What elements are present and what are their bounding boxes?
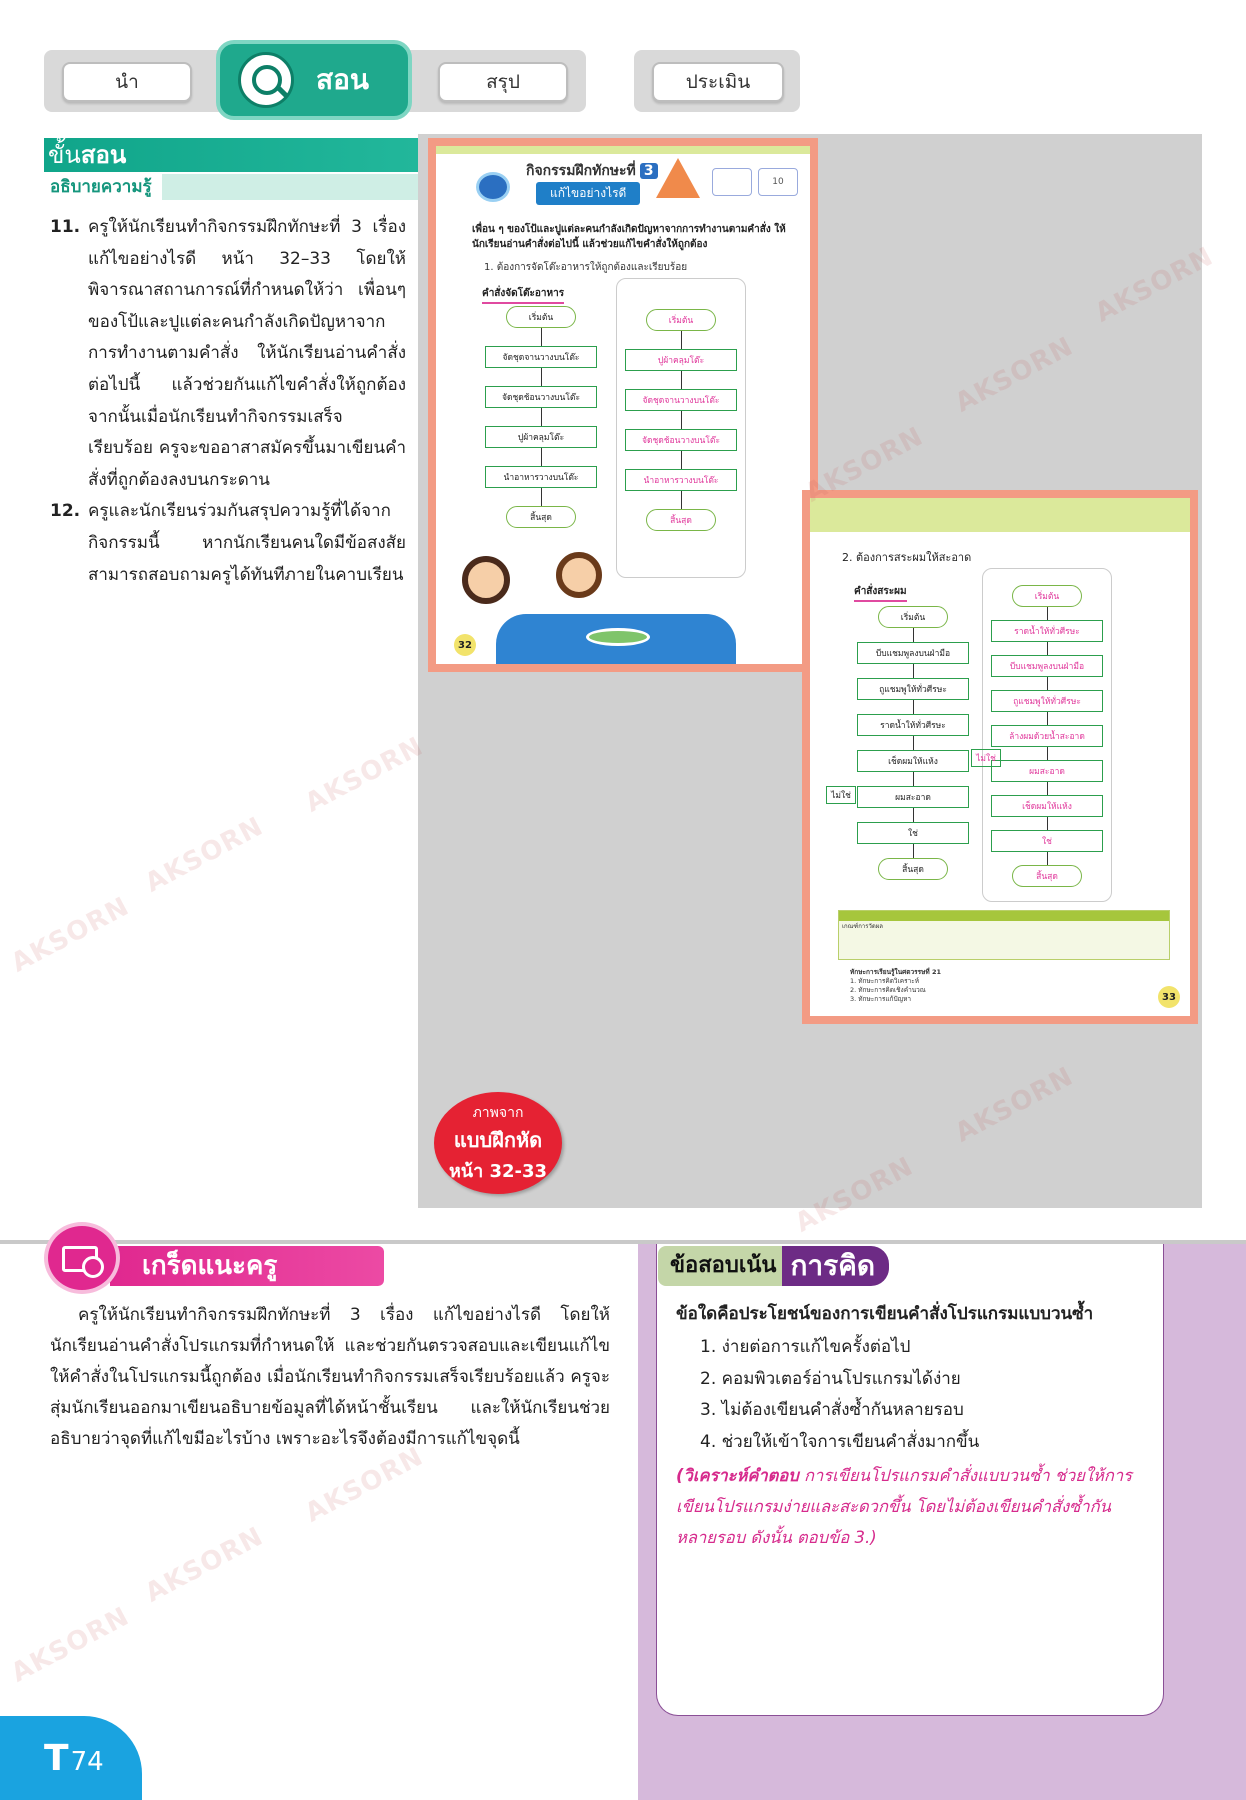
flow-step: เช็ดผมให้แห้ง xyxy=(991,795,1103,817)
exam-tag: ข้อสอบเน้น การคิด xyxy=(658,1246,889,1286)
exam-question: ข้อใดคือประโยชน์ของการเขียนคำสั่งโปรแกรมแบบวนซ้ำ xyxy=(676,1304,1094,1324)
flow-step: บีบแชมพูลงบนฝ่ามือ xyxy=(991,655,1103,677)
q2-left-flowchart xyxy=(831,606,978,906)
flow-step: ปูผ้าคลุมโต๊ะ xyxy=(625,349,737,371)
page-number: T 74 xyxy=(0,1716,142,1800)
exam-option: 4. ช่วยให้เข้าใจการเขียนคำสั่งมากขึ้น xyxy=(700,1431,980,1452)
flow-terminal: สิ้นสุด xyxy=(506,506,576,528)
flow-step: นำอาหารวางบนโต๊ะ xyxy=(485,466,597,488)
steps-list xyxy=(50,212,406,591)
tab-teach[interactable] xyxy=(216,40,412,120)
flow-step: ถูแชมพูให้ทั่วศีรษะ xyxy=(991,690,1103,712)
watermark: AKSORN xyxy=(6,1601,135,1689)
flow-arrow xyxy=(1047,677,1048,690)
full-score-box: 10 xyxy=(758,168,798,196)
flow-arrow xyxy=(913,736,914,750)
flow-arrow xyxy=(913,772,914,786)
flow-arrow xyxy=(1047,607,1048,620)
page-number-33: 33 xyxy=(1158,986,1180,1008)
exam-option: 2. คอมพิวเตอร์อ่านโปรแกรมได้ง่าย xyxy=(700,1368,961,1389)
flow-arrow xyxy=(913,808,914,822)
flow-arrow xyxy=(541,448,542,466)
tab-teach-label: สอน xyxy=(316,63,370,96)
pyramid-icon xyxy=(656,158,700,198)
flow-terminal: เริ่มต้น xyxy=(506,306,576,328)
q2-left-heading: คำสั่งสระผม xyxy=(854,584,907,602)
flow-arrow xyxy=(1047,852,1048,865)
flow-arrow xyxy=(681,331,682,349)
flow-step: บีบแชมพูลงบนฝ่ามือ xyxy=(857,642,969,664)
flow-step: จัดชุดช้อนวางบนโต๊ะ xyxy=(485,386,597,408)
flow-step: ใช่ xyxy=(991,830,1103,852)
workbook-page-33 xyxy=(802,490,1198,1024)
subheading: อธิบายความรู้ xyxy=(44,174,162,200)
flow-step: ราดน้ำให้ทั่วศีรษะ xyxy=(857,714,969,736)
workbook-source-badge: ภาพจาก แบบฝึกหัด หน้า 32-33 xyxy=(434,1092,562,1194)
watermark: AKSORN xyxy=(140,1521,269,1609)
score-box xyxy=(712,168,752,196)
flow-step: ใช่ xyxy=(857,822,969,844)
watermark: AKSORN xyxy=(140,811,269,899)
teacher-tip-body: ครูให้นักเรียนทำกิจกรรมฝึกทักษะที่ 3 เรื่อง แก้ไขอย่างไรดี โดยให้นักเรียนอ่านคำสั่งโปรแกรมที่กำหนดให้ และช่วยกันตรวจสอบและเขียนแก้ไขให้คำสั่งในโปรแกรมนี้ถูกต้อง เมื่อนักเรียนทำกิจกรรมเสร็จเรียบร้อยแล้ว ครูจะสุ่มนักเรียนออกมาเขียนอธิบายข้อมูลที่ได้หน้าชั้นเรียน และให้นักเรียนช่วยอธิบายว่าจุดที่แก้ไขมีอะไรบ้าง เพราะอะไรจึงต้องมีการแก้ไขจุดนี้ xyxy=(50,1305,610,1449)
flow-arrow xyxy=(681,491,682,509)
flow-step: ผมสะอาด xyxy=(857,786,969,808)
workbook-page-32 xyxy=(428,138,818,672)
page-number-32: 32 xyxy=(454,634,476,656)
flow-step: ถูแชมพูให้ทั่วศีรษะ xyxy=(857,678,969,700)
flow-arrow xyxy=(681,411,682,429)
flow-step: จัดชุดจานวางบนโต๊ะ xyxy=(625,389,737,411)
flow-arrow xyxy=(913,628,914,642)
step-heading: ขั้นสอน xyxy=(44,138,418,172)
flow-step: จัดชุดจานวางบนโต๊ะ xyxy=(485,346,597,368)
flow-step: จัดชุดช้อนวางบนโต๊ะ xyxy=(625,429,737,451)
boy-illustration xyxy=(556,552,602,598)
flow-step: ล้างผมด้วยน้ำสะอาด xyxy=(991,725,1103,747)
flow-step: นำอาหารวางบนโต๊ะ xyxy=(625,469,737,491)
exam-option: 3. ไม่ต้องเขียนคำสั่งซ้ำกันหลายรอบ xyxy=(700,1400,964,1420)
flow-arrow xyxy=(913,700,914,714)
flow-arrow xyxy=(541,408,542,426)
q1-right-flowchart xyxy=(616,278,746,578)
flow-terminal: สิ้นสุด xyxy=(878,858,948,880)
watermark: AKSORN xyxy=(300,1441,429,1529)
flow-step: ผมสะอาด xyxy=(991,760,1103,782)
flow-terminal: เริ่มต้น xyxy=(646,309,716,331)
step-item: 12. ครูและนักเรียนร่วมกันสรุปความรู้ที่ได้จากกิจกรรมนี้ หากนักเรียนคนใดมีข้อสงสัยสามารถสอบถามครูได้ทันทีภายในคาบเรียน xyxy=(50,501,406,585)
flow-terminal: สิ้นสุด xyxy=(1012,865,1082,887)
flow-arrow xyxy=(1047,782,1048,795)
watermark: AKSORN xyxy=(6,891,135,979)
flow-arrow xyxy=(681,371,682,389)
question-2: 2. ต้องการสระผมให้สะอาด xyxy=(842,551,972,564)
teacher-tip-title: เกร็ดแนะครู xyxy=(110,1246,384,1286)
flow-terminal: สิ้นสุด xyxy=(646,509,716,531)
flow-arrow xyxy=(913,844,914,858)
activity-subtitle: แก้ไขอย่างไรดี xyxy=(536,182,640,205)
skills-box: ทักษะการเรียนรู้ในศตวรรษที่ 21 1. ทักษะการคิดวิเคราะห์ 2. ทักษะการคิดเชิงคำนวณ 3. ทักษะการแก้ปัญหา xyxy=(850,968,942,1003)
flow-step: เช็ดผมให้แห้ง xyxy=(857,750,969,772)
activity-title: กิจกรรมฝึกทักษะที่ 3 xyxy=(526,160,658,182)
tab-evaluate[interactable]: ประเมิน xyxy=(652,62,784,102)
flow-step: ปูผ้าคลุมโต๊ะ xyxy=(485,426,597,448)
watermark: AKSORN xyxy=(300,731,429,819)
flow-arrow xyxy=(1047,747,1048,760)
exam-option: 1. ง่ายต่อการแก้ไขครั้งต่อไป xyxy=(700,1337,911,1357)
flow-arrow xyxy=(1047,712,1048,725)
flow-arrow xyxy=(541,368,542,386)
flow-no-label: ไม่ใช่ xyxy=(826,786,856,804)
step-item: 11. ครูให้นักเรียนทำกิจกรรมฝึกทักษะที่ 3 เรื่อง แก้ไขอย่างไรดี หน้า 32–33 โดยให้พิจารณาสถานการณ์ที่กำหนดให้ว่า เพื่อนๆ ของโป้และปูแต่ละคนกำลังเกิดปัญหาจากการทำงานตามคำสั่ง ให้นักเรียนอ่านคำสั่งต่อไปนี้ แล้วช่วยกันแก้ไขคำสั่งให้ถูกต้อง จากนั้นเมื่อนักเรียนทำกิจกรรมเสร็จเรียบร้อย ครูจะขออาสาสมัครขึ้นมาเขียนคำสั่งที่ถูกต้องลงบนกระดาน xyxy=(50,217,406,490)
exam-options xyxy=(700,1332,979,1458)
girl-illustration xyxy=(462,556,510,604)
subheading-bar xyxy=(44,174,418,200)
flow-arrow xyxy=(1047,642,1048,655)
salad-illustration xyxy=(586,628,650,646)
exam-answer: (วิเคราะห์คำตอบ การเขียนโปรแกรมคำสั่งแบบวนซ้ำ ช่วยให้การเขียนโปรแกรมง่ายและสะดวกขึ้น โดยไม่ต้องเขียนคำสั่งซ้ำกันหลายรอบ ดังนั้น ตอบข้อ 3.) xyxy=(676,1466,1133,1547)
flow-step: ราดน้ำให้ทั่วศีรษะ xyxy=(991,620,1103,642)
flow-arrow xyxy=(681,451,682,469)
teacher-tip-icon xyxy=(44,1222,120,1294)
flow-no-label: ไม่ใช่ xyxy=(971,749,1001,767)
flow-arrow xyxy=(541,488,542,506)
q1-left-heading: คำสั่งจัดโต๊ะอาหาร xyxy=(482,286,564,304)
flow-arrow xyxy=(913,664,914,678)
activity-instruction: เพื่อน ๆ ของโป้และปูแต่ละคนกำลังเกิดปัญหาจากการทำงานตามคำสั่ง ให้นักเรียนอ่านคำสั่งต่อไปนี้ แล้วช่วยแก้ไขคำสั่งให้ถูกต้อง xyxy=(472,224,786,250)
tab-intro[interactable]: นำ xyxy=(62,62,192,102)
tab-summary[interactable]: สรุป xyxy=(438,62,568,102)
rubric-table: เกณฑ์การวัดผล xyxy=(838,910,1170,960)
flow-arrow xyxy=(541,328,542,346)
magnifier-icon xyxy=(238,52,294,108)
activity-icon xyxy=(476,172,510,202)
flow-terminal: เริ่มต้น xyxy=(1012,585,1082,607)
flow-arrow xyxy=(1047,817,1048,830)
flow-terminal: เริ่มต้น xyxy=(878,606,948,628)
question-1: 1. ต้องการจัดโต๊ะอาหารให้ถูกต้องและเรียบร้อย xyxy=(484,262,688,273)
q2-right-flowchart xyxy=(976,568,1112,902)
